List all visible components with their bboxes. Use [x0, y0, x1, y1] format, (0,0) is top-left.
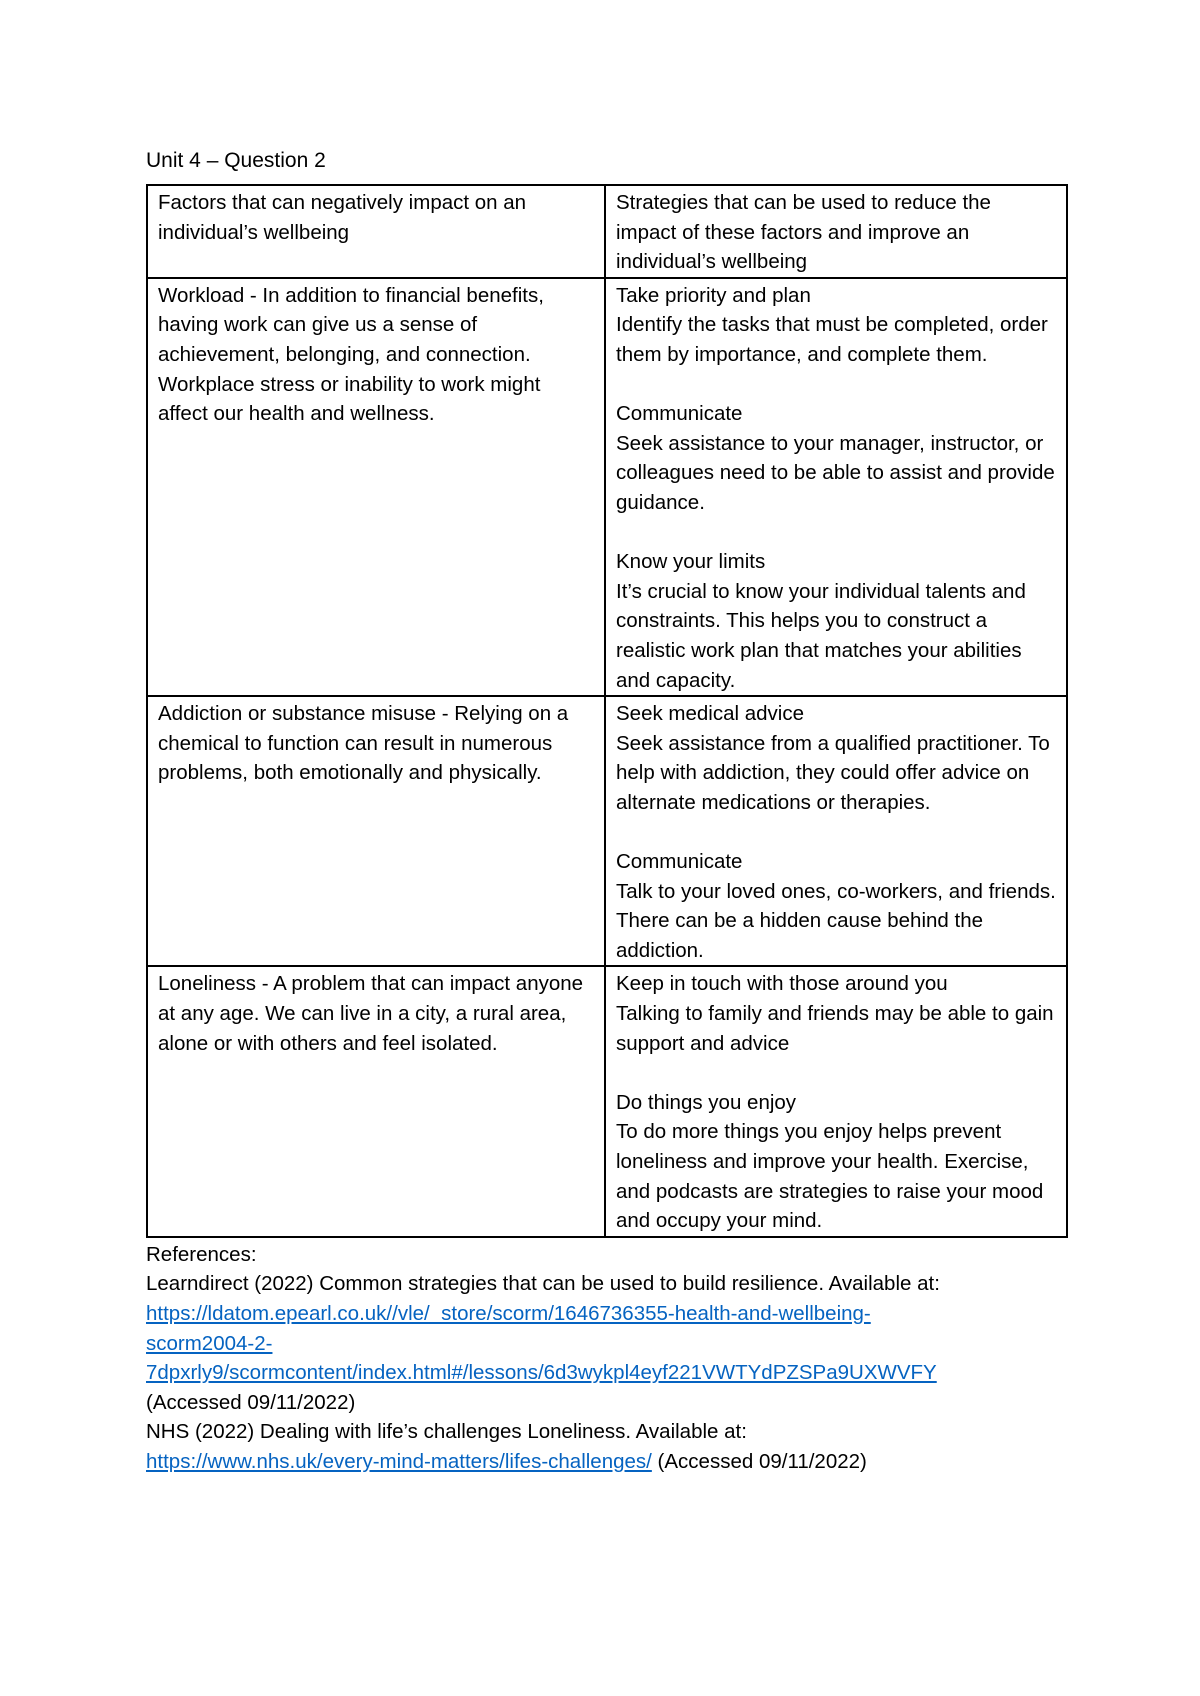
page-heading: Unit 4 – Question 2 [146, 149, 326, 172]
strategy-body: To do more things you enjoy helps prevent loneliness and improve your health. Exercise, and podcasts are strategies to raise your mood and occupy your mind. [616, 1120, 1044, 1233]
table-header-row [147, 185, 1067, 278]
header-cell-factors: Factors that can negatively impact on an individual’s wellbeing [147, 185, 605, 278]
table-row [147, 278, 1067, 696]
wellbeing-table [146, 184, 1068, 1238]
strategy-cell [605, 696, 1067, 966]
learndirect-link-part3[interactable]: 7dpxrly9/scormcontent/index.html#/lessons/6d3wykpl4eyf221VWTYdPZSPa9UXWVFY [146, 1361, 937, 1385]
strategy-title: Communicate [616, 402, 743, 426]
strategy-body: Seek assistance to your manager, instructor, or colleagues need to be able to assist and provide guidance. [616, 431, 1055, 514]
strategy-body: Identify the tasks that must be completed, order them by importance, and complete them. [616, 313, 1048, 366]
references-label: References: [146, 1242, 257, 1266]
nhs-link-line [146, 1447, 1066, 1477]
learndirect-link-part1[interactable]: https://ldatom.epearl.co.uk//vle/_store/scorm/1646736355-health-and-wellbeing- [146, 1301, 871, 1325]
strategy-title: Know your limits [616, 550, 766, 574]
reference-learndirect: Learndirect (2022) Common strategies that can be used to build resilience. Available at: [146, 1272, 940, 1296]
nhs-accessed: (Accessed 09/11/2022) [651, 1449, 867, 1473]
strategy-body: Seek assistance from a qualified practitioner. To help with addiction, they could offer advice on alternate medications or therapies. [616, 731, 1050, 814]
table-row [147, 696, 1067, 966]
learndirect-link-part2[interactable]: scorm2004-2- [146, 1331, 273, 1355]
factor-cell: Addiction or substance misuse - Relying on a chemical to function can result in numerous problems, both emotionally and physically. [147, 696, 605, 966]
strategy-body: Talking to family and friends may be able to gain support and advice [616, 1002, 1054, 1055]
reference-nhs: NHS (2022) Dealing with life’s challenges Loneliness. Available at: [146, 1420, 747, 1444]
strategy-body: Talk to your loved ones, co-workers, and friends. There can be a hidden cause behind the addiction. [616, 879, 1056, 962]
factor-cell: Loneliness - A problem that can impact anyone at any age. We can live in a city, a rural area, alone or with others and feel isolated. [147, 966, 605, 1236]
strategy-cell [605, 278, 1067, 696]
nhs-link[interactable]: https://www.nhs.uk/every-mind-matters/lifes-challenges/ [146, 1449, 652, 1473]
learndirect-accessed: (Accessed 09/11/2022) [146, 1390, 356, 1414]
document-page [146, 148, 1066, 1477]
strategy-title: Do things you enjoy [616, 1090, 797, 1114]
strategy-cell [605, 966, 1067, 1236]
references-section [146, 1240, 1066, 1477]
header-cell-strategies: Strategies that can be used to reduce the impact of these factors and improve an individual’s wellbeing [605, 185, 1067, 278]
strategy-title: Seek medical advice [616, 702, 805, 726]
strategy-title: Communicate [616, 850, 743, 874]
strategy-title: Keep in touch with those around you [616, 972, 948, 996]
factor-cell: Workload - In addition to financial benefits, having work can give us a sense of achievement, belonging, and connection. Workplace stress or inability to work might affect our health and wellness. [147, 278, 605, 696]
strategy-title: Take priority and plan [616, 283, 811, 307]
table-row [147, 966, 1067, 1236]
strategy-body: It’s crucial to know your individual talents and constraints. This helps you to construct a realistic work plan that matches your abilities and capacity. [616, 579, 1026, 692]
